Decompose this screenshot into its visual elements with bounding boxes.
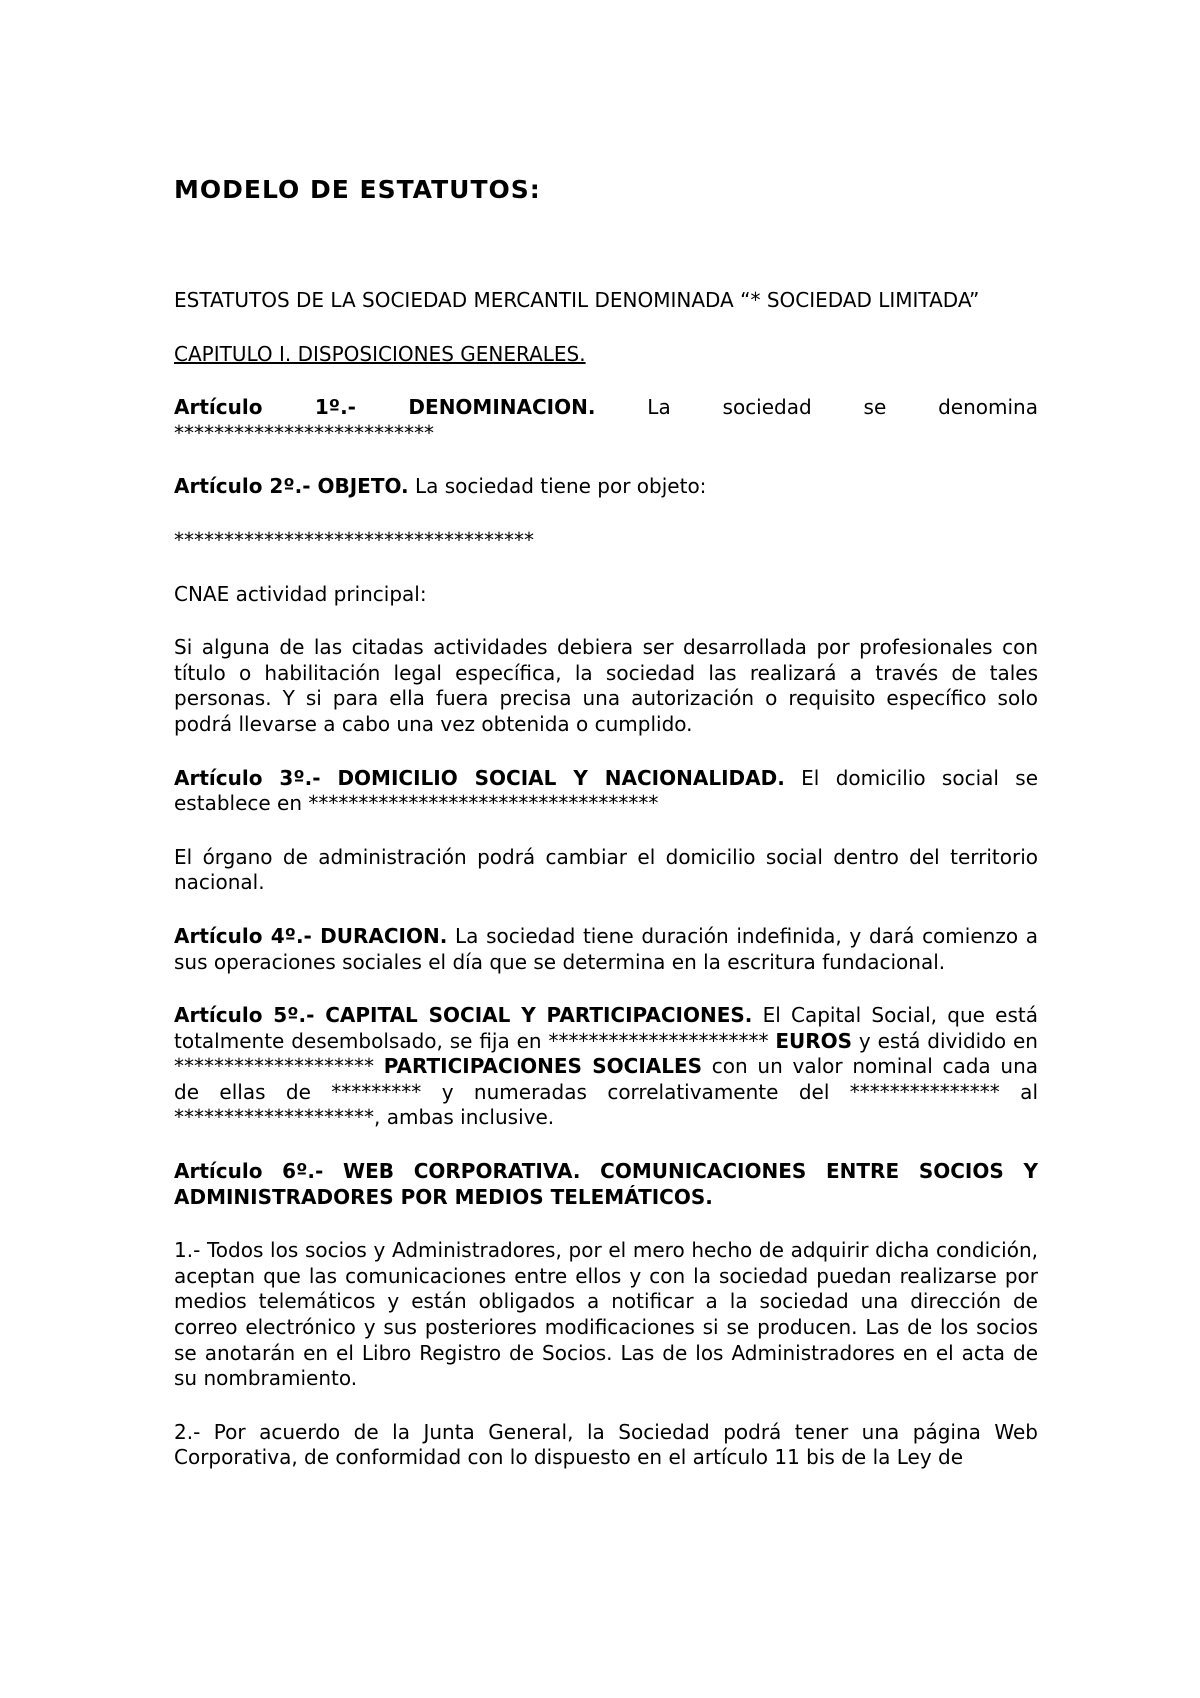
document-page xyxy=(174,0,1038,1698)
article-2-paragraph: Si alguna de las citadas actividades debiera ser desarrollada por profesionales con título o habilitación legal específica, la sociedad las realizará a través de tales personas. Y si para ella fuera precisa una autorización o requisito específico solo podrá llevarse a cabo una vez obtenida o cumplido. xyxy=(174,635,1038,736)
article-1-placeholder: ************************** xyxy=(174,420,434,445)
article-2-cnae: CNAE actividad principal: xyxy=(174,581,427,606)
article-6: Artículo 6º.- WEB CORPORATIVA. COMUNICACIONES ENTRE SOCIOS Y ADMINISTRADORES POR MEDIOS TELEMÁTICOS. xyxy=(174,1159,1038,1209)
article-4: Artículo 4º.- DURACION. La sociedad tiene duración indefinida, y dará comienzo a sus operaciones sociales el día que se determina en la escritura fundacional. xyxy=(174,923,1038,974)
article-3-paragraph: El órgano de administración podrá cambiar el domicilio social dentro del territorio nacional. xyxy=(174,844,1038,895)
article-6-paragraph-1: 1.- Todos los socios y Administradores, por el mero hecho de adquirir dicha condición, aceptan que las comunicaciones entre ellos y con la sociedad puedan realizarse por medios telemáticos y están obligados a notificar a la sociedad una dirección de correo electrónico y sus posteriores modificaciones si se producen. Las de los socios se anotarán en el Libro Registro de Socios. Las de los Administradores en el acta de su nombramiento. xyxy=(174,1238,1038,1391)
chapter-heading: CAPITULO I. DISPOSICIONES GENERALES. xyxy=(174,341,586,366)
article-1-line: Artículo 1º.- DENOMINACION. La sociedad se denomina xyxy=(174,395,1038,420)
document-title: MODELO DE ESTATUTOS: xyxy=(174,175,541,204)
article-6-paragraph-2: 2.- Por acuerdo de la Junta General, la Sociedad podrá tener una página Web Corporativa, de conformidad con lo dispuesto en el artículo 11 bis de la Ley de xyxy=(174,1419,1038,1470)
article-2: Artículo 2º.- OBJETO. La sociedad tiene por objeto: xyxy=(174,474,707,499)
article-1 xyxy=(174,395,1038,446)
article-3: Artículo 3º.- DOMICILIO SOCIAL Y NACIONALIDAD. El domicilio social se establece en *********************************** xyxy=(174,765,1039,816)
document-body xyxy=(174,288,1038,1499)
statutes-heading: ESTATUTOS DE LA SOCIEDAD MERCANTIL DENOMINADA “* SOCIEDAD LIMITADA” xyxy=(174,288,980,312)
article-2-object-placeholder: ************************************ xyxy=(174,527,534,552)
article-5: Artículo 5º.- CAPITAL SOCIAL Y PARTICIPACIONES. El Capital Social, que está totalmente desembolsado, se fija en ********************** EUROS y está dividido en ******************** PARTICIPACIONES SOCIALES con un valor nominal cada una de ellas de ********* y numeradas correlativamente del *************** al ********************, ambas inclusive. xyxy=(174,1003,1038,1130)
